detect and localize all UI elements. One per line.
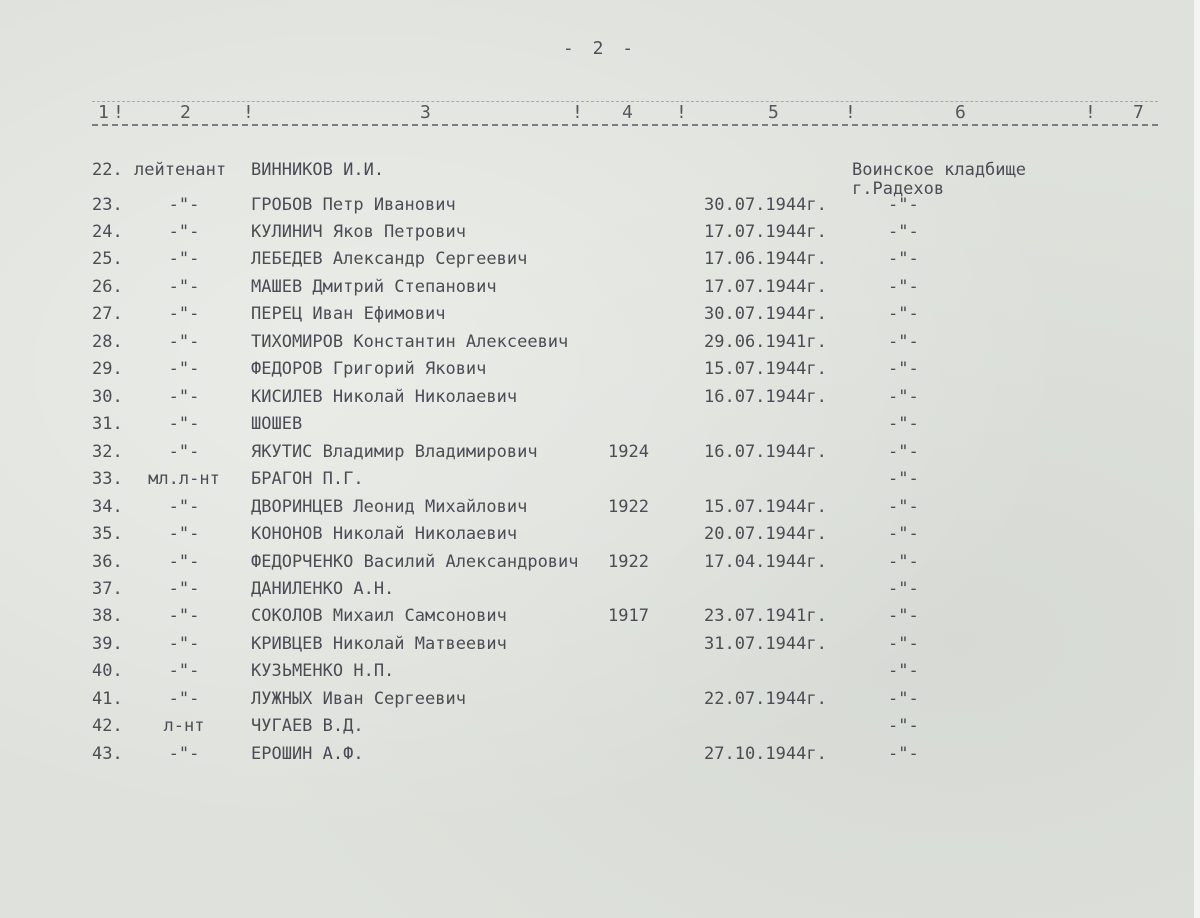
row-birth-year: 1922 xyxy=(608,552,649,572)
row-rank: -"- xyxy=(168,414,200,434)
table-row xyxy=(0,552,1200,578)
table-row xyxy=(0,222,1200,248)
row-number: 32. xyxy=(92,442,123,462)
row-name: ПЕРЕЦ Иван Ефимович xyxy=(251,304,446,324)
row-date: 20.07.1944г. xyxy=(704,524,827,544)
row-name: ЯКУТИС Владимир Владимирович xyxy=(251,442,538,462)
row-burial: -"- xyxy=(888,332,919,352)
row-birth-year: 1924 xyxy=(608,442,649,462)
table-row xyxy=(0,469,1200,495)
row-name: БРАГОН П.Г. xyxy=(251,469,364,489)
row-burial: -"- xyxy=(888,552,919,572)
row-date: 17.07.1944г. xyxy=(704,277,827,297)
table-row xyxy=(0,524,1200,550)
row-name: ФЕДОРОВ Григорий Якович xyxy=(251,359,487,379)
row-burial: -"- xyxy=(888,661,919,681)
header-rule xyxy=(92,124,1158,126)
col-header-7: 7 xyxy=(1133,102,1144,123)
page-number: - 2 - xyxy=(562,38,638,59)
row-number: 25. xyxy=(92,249,123,269)
col-header-1: 1 xyxy=(98,102,109,123)
table-row xyxy=(0,332,1200,358)
col-header-5: 5 xyxy=(768,102,779,123)
table-row xyxy=(0,359,1200,385)
row-name: ВИННИКОВ И.И. xyxy=(251,160,385,180)
col-separator: ! xyxy=(676,102,687,123)
col-separator: ! xyxy=(845,102,856,123)
row-burial: -"- xyxy=(888,716,919,736)
table-row xyxy=(0,661,1200,687)
row-name: КИСИЛЕВ Николай Николаевич xyxy=(251,387,518,407)
row-rank: -"- xyxy=(168,689,200,709)
row-name: ДАНИЛЕНКО А.Н. xyxy=(251,579,395,599)
row-burial: -"- xyxy=(888,277,919,297)
row-rank: -"- xyxy=(168,304,200,324)
row-number: 31. xyxy=(92,414,123,434)
row-number: 27. xyxy=(92,304,123,324)
col-separator: ! xyxy=(243,102,254,123)
table-row xyxy=(0,387,1200,413)
row-number: 22. xyxy=(92,160,123,180)
row-burial: -"- xyxy=(888,606,919,626)
row-number: 42. xyxy=(92,716,123,736)
row-date: 23.07.1941г. xyxy=(704,606,827,626)
row-rank: -"- xyxy=(168,195,200,215)
burial-place-line2: г.Радехов xyxy=(852,179,945,199)
row-burial: -"- xyxy=(888,414,919,434)
col-header-6: 6 xyxy=(955,102,966,123)
burial-place xyxy=(852,161,1026,199)
row-burial: -"- xyxy=(888,222,919,242)
row-date: 17.06.1944г. xyxy=(704,249,827,269)
table-row xyxy=(0,634,1200,660)
col-separator: ! xyxy=(572,102,583,123)
row-number: 36. xyxy=(92,552,123,572)
row-date: 17.07.1944г. xyxy=(704,222,827,242)
row-rank: -"- xyxy=(168,524,200,544)
table-row xyxy=(0,414,1200,440)
row-number: 40. xyxy=(92,661,123,681)
row-burial: -"- xyxy=(888,249,919,269)
row-burial: -"- xyxy=(888,442,919,462)
row-name: ЛУЖНЫХ Иван Сергеевич xyxy=(251,689,466,709)
row-name: КУЛИНИЧ Яков Петрович xyxy=(251,222,466,242)
row-rank: -"- xyxy=(168,249,200,269)
row-rank: -"- xyxy=(168,606,200,626)
row-name: КУЗЬМЕНКО Н.П. xyxy=(251,661,395,681)
row-number: 33. xyxy=(92,469,123,489)
table-row xyxy=(0,716,1200,742)
row-birth-year: 1917 xyxy=(608,606,649,626)
row-number: 29. xyxy=(92,359,123,379)
row-rank: -"- xyxy=(168,552,200,572)
row-rank: -"- xyxy=(168,497,200,517)
row-burial: -"- xyxy=(888,524,919,544)
table-row xyxy=(0,744,1200,770)
row-number: 43. xyxy=(92,744,123,764)
row-rank: -"- xyxy=(168,442,200,462)
row-burial: -"- xyxy=(888,387,919,407)
row-name: КОНОНОВ Николай Николаевич xyxy=(251,524,518,544)
row-number: 39. xyxy=(92,634,123,654)
table-row xyxy=(0,195,1200,221)
row-burial: -"- xyxy=(888,195,919,215)
row-rank: -"- xyxy=(168,634,200,654)
row-date: 31.07.1944г. xyxy=(704,634,827,654)
row-rank: -"- xyxy=(168,744,200,764)
row-burial: -"- xyxy=(888,579,919,599)
row-burial: -"- xyxy=(888,359,919,379)
row-number: 37. xyxy=(92,579,123,599)
row-name: КРИВЦЕВ Николай Матвеевич xyxy=(251,634,507,654)
table-row xyxy=(0,579,1200,605)
row-name: ТИХОМИРОВ Константин Алексеевич xyxy=(251,332,569,352)
row-date: 27.10.1944г. xyxy=(704,744,827,764)
row-number: 34. xyxy=(92,497,123,517)
row-date: 17.04.1944г. xyxy=(704,552,827,572)
row-number: 26. xyxy=(92,277,123,297)
row-rank: -"- xyxy=(168,387,200,407)
row-name: ШОШЕВ xyxy=(251,414,303,434)
row-number: 28. xyxy=(92,332,123,352)
col-header-4: 4 xyxy=(622,102,633,123)
row-date: 22.07.1944г. xyxy=(704,689,827,709)
table-row xyxy=(0,689,1200,715)
row-number: 41. xyxy=(92,689,123,709)
row-date: 16.07.1944г. xyxy=(704,442,827,462)
row-burial: -"- xyxy=(888,469,919,489)
row-number: 24. xyxy=(92,222,123,242)
table-row xyxy=(0,442,1200,468)
row-rank: -"- xyxy=(168,579,200,599)
row-name: ЛЕБЕДЕВ Александр Сергеевич xyxy=(251,249,528,269)
row-name: ФЕДОРЧЕНКО Василий Александрович xyxy=(251,552,579,572)
row-date: 30.07.1944г. xyxy=(704,195,827,215)
row-burial: -"- xyxy=(888,744,919,764)
col-separator: ! xyxy=(1085,102,1096,123)
row-rank: мл.л-нт xyxy=(148,469,220,489)
row-rank: -"- xyxy=(168,332,200,352)
row-name: МАШЕВ Дмитрий Степанович xyxy=(251,277,497,297)
table-row xyxy=(0,249,1200,275)
row-burial: -"- xyxy=(888,497,919,517)
row-name: ДВОРИНЦЕВ Леонид Михайлович xyxy=(251,497,528,517)
col-header-2: 2 xyxy=(180,102,191,123)
row-birth-year: 1922 xyxy=(608,497,649,517)
row-rank: л-нт xyxy=(163,716,205,736)
row-burial: -"- xyxy=(888,689,919,709)
row-burial: -"- xyxy=(888,634,919,654)
row-date: 15.07.1944г. xyxy=(704,497,827,517)
row-date: 29.06.1941г. xyxy=(704,332,827,352)
row-rank: -"- xyxy=(168,661,200,681)
row-date: 30.07.1944г. xyxy=(704,304,827,324)
burial-place-line1: Воинское кладбище xyxy=(852,160,1026,180)
row-rank: -"- xyxy=(168,359,200,379)
row-date: 15.07.1944г. xyxy=(704,359,827,379)
row-rank: -"- xyxy=(168,222,200,242)
col-separator: ! xyxy=(113,102,124,123)
row-burial: -"- xyxy=(888,304,919,324)
table-row xyxy=(0,497,1200,523)
row-number: 38. xyxy=(92,606,123,626)
row-date: 16.07.1944г. xyxy=(704,387,827,407)
row-name: ГРОБОВ Петр Иванович xyxy=(251,195,456,215)
row-rank: лейтенант xyxy=(134,160,227,180)
col-header-3: 3 xyxy=(420,102,431,123)
table-row xyxy=(0,277,1200,303)
row-name: ЕРОШИН А.Ф. xyxy=(251,744,364,764)
row-name: ЧУГАЕВ В.Д. xyxy=(251,716,364,736)
table-row xyxy=(0,606,1200,632)
row-rank: -"- xyxy=(168,277,200,297)
row-number: 35. xyxy=(92,524,123,544)
row-number: 23. xyxy=(92,195,123,215)
table-row xyxy=(0,304,1200,330)
row-number: 30. xyxy=(92,387,123,407)
row-name: СОКОЛОВ Михаил Самсонович xyxy=(251,606,507,626)
